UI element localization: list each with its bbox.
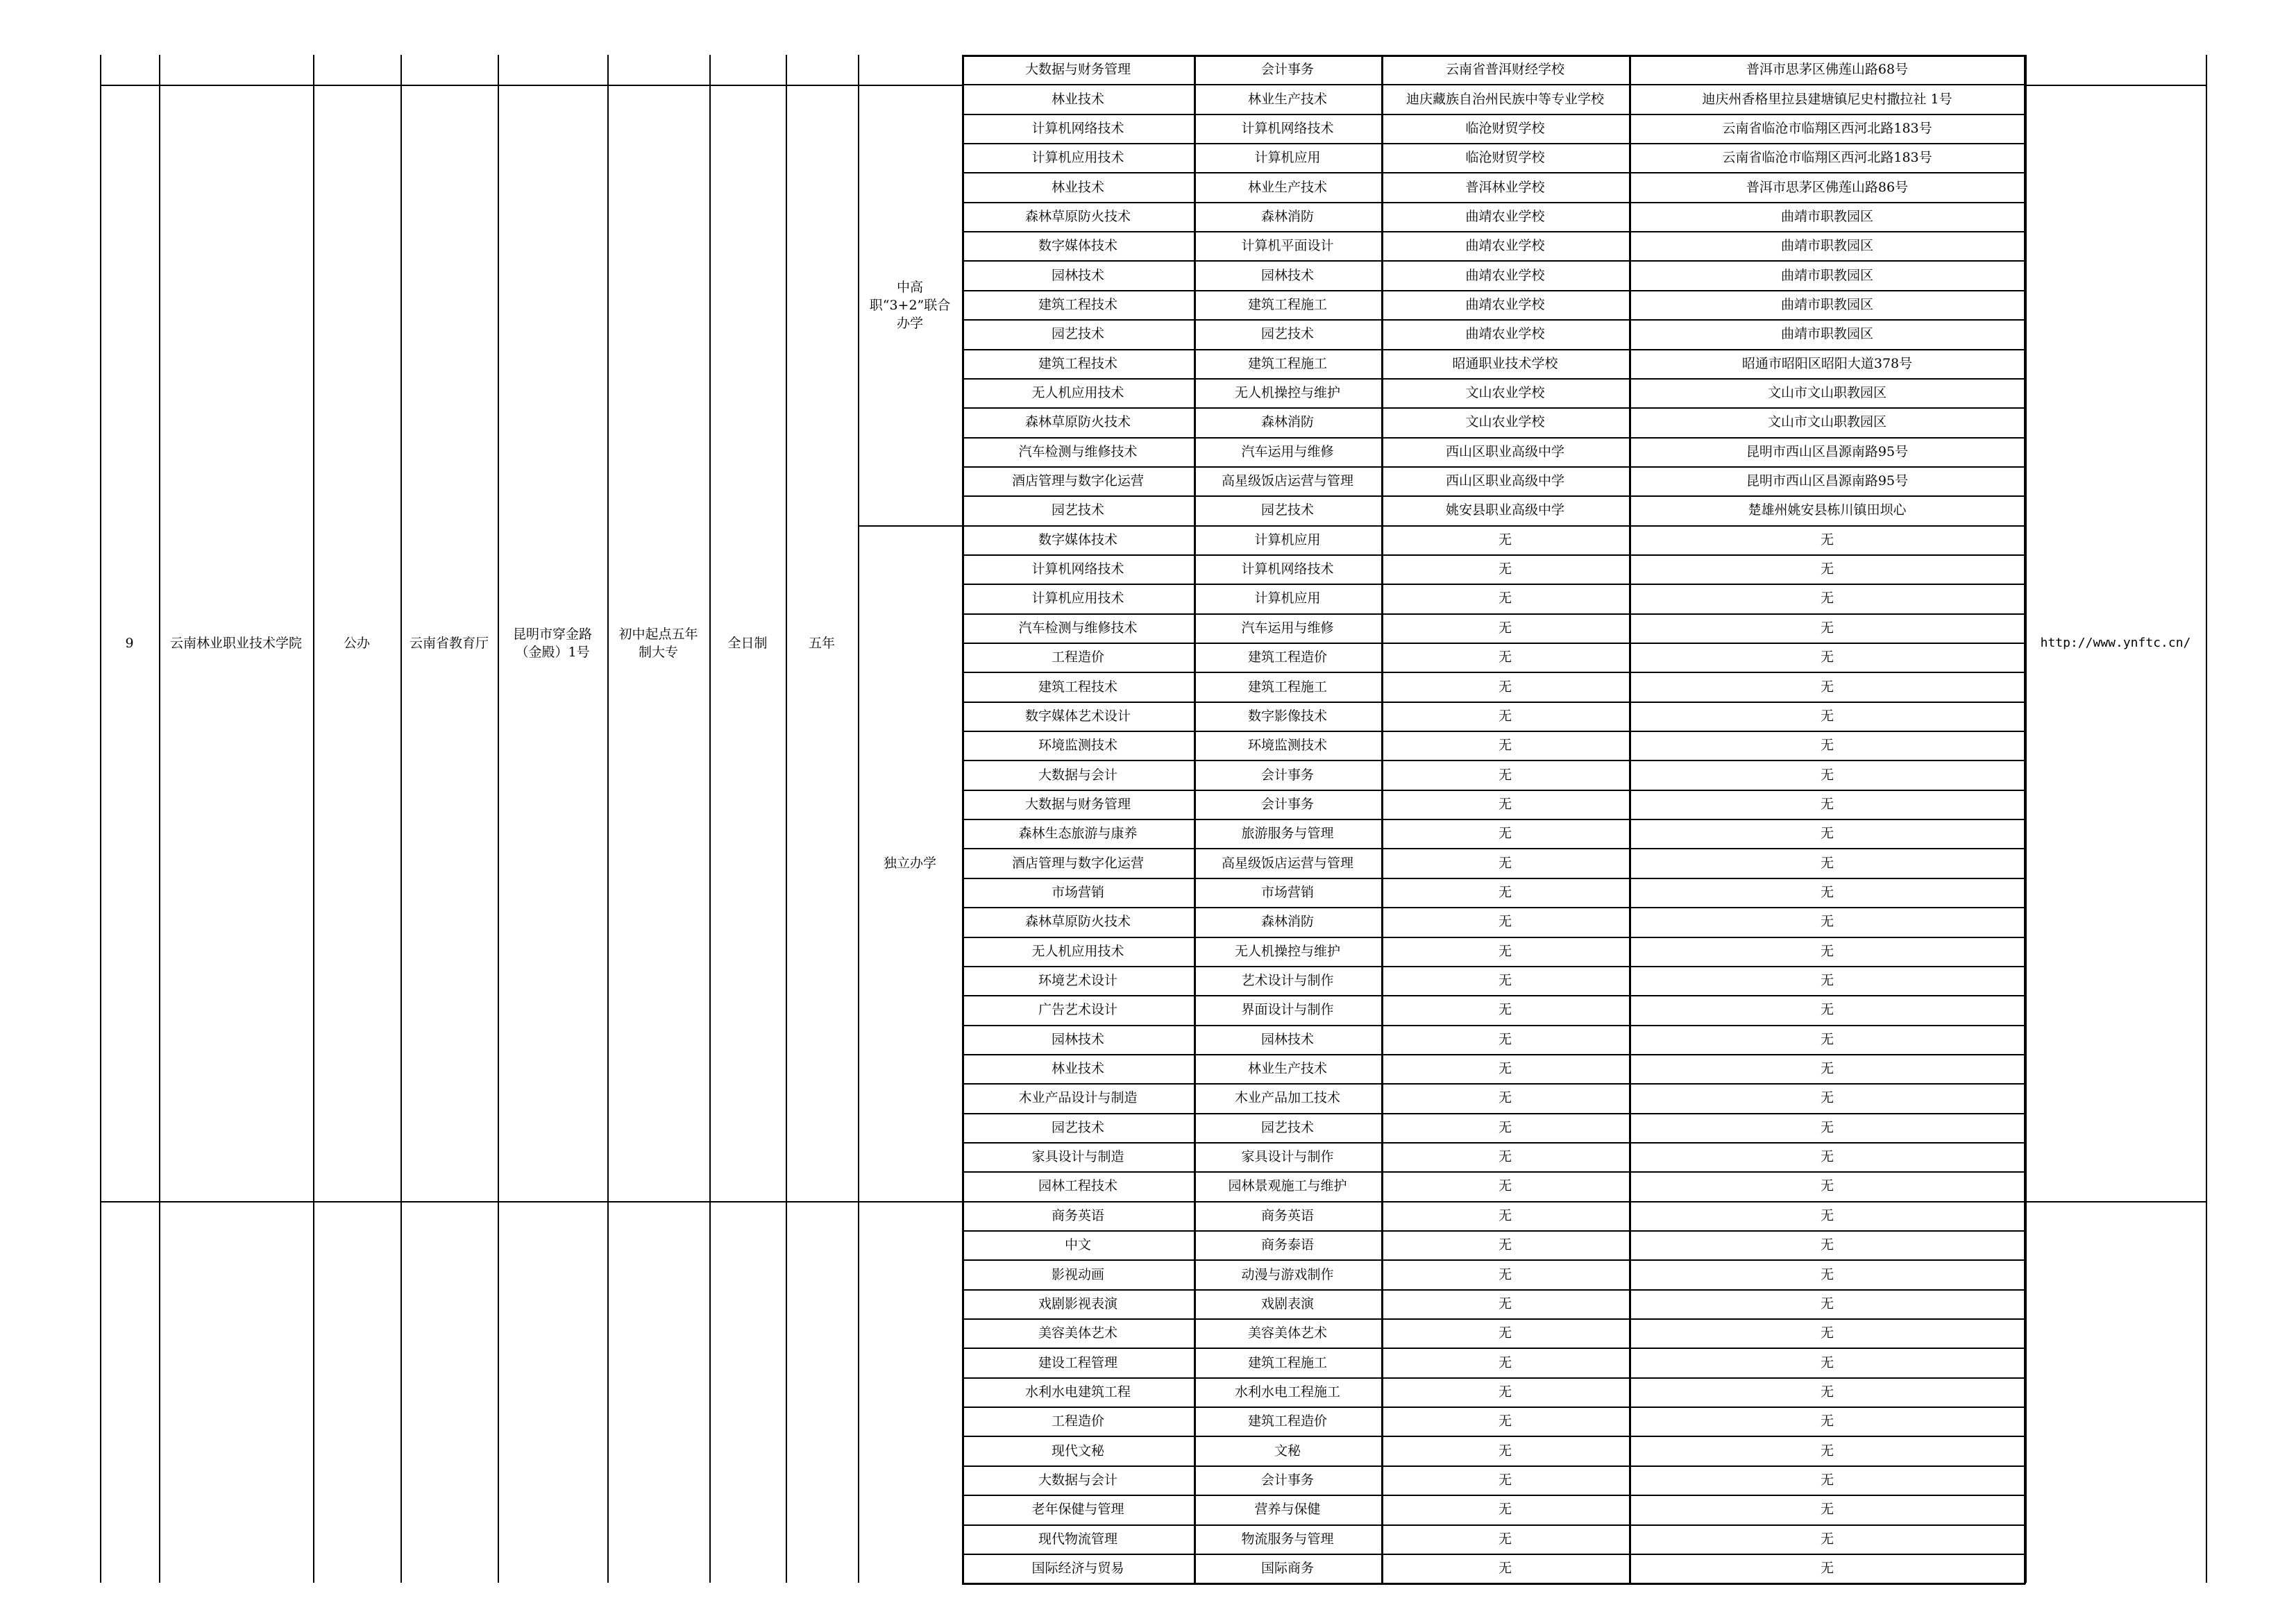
grid-line bbox=[962, 1083, 2025, 1085]
cell-major: 数字媒体技术 bbox=[1038, 532, 1117, 547]
cell-sec: 汽车运用与维修 bbox=[1241, 443, 1334, 459]
cell-sec: 园林景观施工与维护 bbox=[1228, 1178, 1347, 1194]
grid-line bbox=[962, 1583, 2025, 1585]
school-index: 9 bbox=[125, 635, 134, 651]
cell-partner: 昭通职业技术学校 bbox=[1452, 355, 1558, 371]
cell-addr: 曲靖市职教园区 bbox=[1780, 326, 1873, 342]
school-authority: 云南省教育厅 bbox=[409, 635, 489, 651]
cell-major: 现代物流管理 bbox=[1038, 1531, 1117, 1547]
cell-partner: 西山区职业高级中学 bbox=[1445, 443, 1564, 459]
grid-line bbox=[962, 995, 2025, 996]
grid-line bbox=[962, 1259, 2025, 1261]
school-address: 昆明市穿金路（金殿）1号 bbox=[512, 626, 592, 660]
grid-line bbox=[962, 1348, 2025, 1349]
cell-sec: 环境监测技术 bbox=[1247, 738, 1327, 754]
grid-line bbox=[607, 55, 609, 1583]
grid-line bbox=[962, 1524, 2025, 1526]
cell-partner: 文山农业学校 bbox=[1465, 385, 1545, 401]
cell-partner: 无 bbox=[1498, 1561, 1512, 1577]
cell-partner: 无 bbox=[1498, 1002, 1512, 1018]
cell-addr: 无 bbox=[1820, 1061, 1834, 1077]
grid-line bbox=[786, 55, 787, 1583]
cell-sec: 汽车运用与维修 bbox=[1241, 620, 1334, 636]
cell-major: 广告艺术设计 bbox=[1038, 1002, 1117, 1018]
cell-partner: 曲靖农业学校 bbox=[1465, 296, 1545, 312]
cell-sec: 界面设计与制作 bbox=[1241, 1002, 1334, 1018]
grid-line bbox=[858, 55, 859, 1583]
cell-major: 酒店管理与数字化运营 bbox=[1011, 855, 1144, 871]
group-joint: 中高职“3+2”联合办学 bbox=[869, 279, 951, 331]
cell-sec: 计算机网络技术 bbox=[1241, 561, 1334, 577]
cell-major: 国际经济与贸易 bbox=[1031, 1561, 1124, 1577]
cell-addr: 无 bbox=[1820, 532, 1834, 547]
cell-partner: 无 bbox=[1498, 532, 1512, 547]
cell-addr: 曲靖市职教园区 bbox=[1780, 208, 1873, 224]
grid-line bbox=[962, 937, 2025, 938]
grid-line bbox=[498, 55, 499, 1583]
cell-addr: 昆明市西山区昌源南路95号 bbox=[1746, 473, 1909, 489]
cell-sec: 林业生产技术 bbox=[1247, 91, 1327, 107]
cell-sec: 动漫与游戏制作 bbox=[1241, 1266, 1334, 1282]
grid-line bbox=[962, 1025, 2025, 1026]
cell-partner: 无 bbox=[1498, 1502, 1512, 1518]
cell-major: 商务英语 bbox=[1051, 1207, 1104, 1223]
cell-sec: 国际商务 bbox=[1260, 1561, 1314, 1577]
cell-major: 现代文秘 bbox=[1051, 1443, 1104, 1459]
cell-addr: 无 bbox=[1820, 914, 1834, 930]
cell-sec: 商务泰语 bbox=[1260, 1237, 1314, 1253]
cell-addr: 无 bbox=[1820, 1149, 1834, 1165]
cell-addr: 迪庆州香格里拉县建塘镇尼史村撒拉社 1号 bbox=[1702, 91, 1952, 107]
cell-sec: 商务英语 bbox=[1260, 1207, 1314, 1223]
cell-major: 园林技术 bbox=[1051, 1031, 1104, 1047]
grid-line bbox=[962, 790, 2025, 791]
grid-line bbox=[100, 85, 962, 86]
grid-line bbox=[962, 819, 2025, 820]
cell-sec: 建筑工程施工 bbox=[1247, 355, 1327, 371]
cell-addr: 无 bbox=[1820, 1531, 1834, 1547]
cell-partner: 无 bbox=[1498, 943, 1512, 959]
cell-addr: 无 bbox=[1820, 1266, 1834, 1282]
cell-partner: 曲靖农业学校 bbox=[1465, 267, 1545, 283]
cell-partner: 无 bbox=[1498, 973, 1512, 989]
grid-line bbox=[962, 319, 2025, 321]
cell-addr: 无 bbox=[1820, 1237, 1834, 1253]
cell-sec: 高星级饭店运营与管理 bbox=[1221, 855, 1353, 871]
cell-partner: 无 bbox=[1498, 561, 1512, 577]
grid-line bbox=[962, 1171, 2025, 1173]
cell-major: 环境艺术设计 bbox=[1038, 973, 1117, 989]
cell-partner: 西山区职业高级中学 bbox=[1445, 473, 1564, 489]
cell-sec: 市场营销 bbox=[1260, 884, 1314, 900]
cell-addr: 无 bbox=[1820, 1002, 1834, 1018]
school-form: 全日制 bbox=[727, 635, 768, 651]
cell-addr: 无 bbox=[1820, 855, 1834, 871]
cell-major: 园艺技术 bbox=[1051, 1119, 1104, 1135]
cell-addr: 无 bbox=[1820, 561, 1834, 577]
cell-addr: 普洱市思茅区佛莲山路68号 bbox=[1746, 62, 1909, 78]
grid-line bbox=[962, 1407, 2025, 1408]
cell-addr: 无 bbox=[1820, 1502, 1834, 1518]
cell-major: 无人机应用技术 bbox=[1031, 385, 1124, 401]
cell-addr: 无 bbox=[1820, 1443, 1834, 1459]
cell-major: 环境监测技术 bbox=[1038, 738, 1117, 754]
cell-major: 森林草原防火技术 bbox=[1024, 914, 1131, 930]
cell-major: 森林草原防火技术 bbox=[1024, 414, 1131, 430]
grid-line bbox=[2025, 85, 2206, 86]
cell-major: 大数据与会计 bbox=[1038, 767, 1117, 783]
grid-line bbox=[962, 143, 2025, 144]
cell-major: 汽车检测与维修技术 bbox=[1018, 443, 1138, 459]
cell-sec: 计算机应用 bbox=[1254, 590, 1321, 606]
cell-major: 美容美体艺术 bbox=[1038, 1325, 1117, 1341]
cell-major: 大数据与会计 bbox=[1038, 1472, 1117, 1488]
cell-major: 林业技术 bbox=[1051, 1061, 1104, 1077]
grid-line bbox=[962, 466, 2025, 468]
grid-line bbox=[962, 878, 2025, 879]
cell-sec: 建筑工程施工 bbox=[1247, 296, 1327, 312]
cell-partner: 无 bbox=[1498, 738, 1512, 754]
cell-major: 水利水电建筑工程 bbox=[1024, 1384, 1131, 1400]
cell-major: 市场营销 bbox=[1051, 884, 1104, 900]
cell-major: 建筑工程技术 bbox=[1038, 296, 1117, 312]
cell-partner: 无 bbox=[1498, 1295, 1512, 1311]
cell-addr: 无 bbox=[1820, 1207, 1834, 1223]
cell-partner: 曲靖农业学校 bbox=[1465, 326, 1545, 342]
cell-sec: 建筑工程造价 bbox=[1247, 649, 1327, 665]
cell-addr: 普洱市思茅区佛莲山路86号 bbox=[1746, 179, 1909, 195]
grid-line bbox=[962, 349, 2025, 350]
cell-addr: 无 bbox=[1820, 1413, 1834, 1429]
grid-line bbox=[962, 1289, 2025, 1291]
cell-major: 汽车检测与维修技术 bbox=[1018, 620, 1138, 636]
cell-sec: 计算机平面设计 bbox=[1241, 238, 1334, 254]
cell-major: 林业技术 bbox=[1051, 179, 1104, 195]
grid-line bbox=[962, 702, 2025, 703]
cell-partner: 无 bbox=[1498, 1531, 1512, 1547]
cell-major: 计算机网络技术 bbox=[1031, 120, 1124, 136]
cell-partner: 无 bbox=[1498, 649, 1512, 665]
cell-partner: 无 bbox=[1498, 1119, 1512, 1135]
cell-partner: 临沧财贸学校 bbox=[1465, 120, 1545, 136]
cell-major: 大数据与财务管理 bbox=[1024, 62, 1131, 78]
grid-line bbox=[159, 55, 160, 1583]
cell-sec: 无人机操控与维护 bbox=[1234, 385, 1340, 401]
cell-partner: 无 bbox=[1498, 767, 1512, 783]
cell-major: 工程造价 bbox=[1051, 1413, 1104, 1429]
grid-line bbox=[962, 1201, 2025, 1203]
cell-major: 数字媒体艺术设计 bbox=[1024, 708, 1131, 724]
cell-partner: 无 bbox=[1498, 1090, 1512, 1106]
cell-partner: 曲靖农业学校 bbox=[1465, 208, 1545, 224]
cell-major: 计算机网络技术 bbox=[1031, 561, 1124, 577]
grid-line bbox=[962, 202, 2025, 203]
grid-line bbox=[962, 55, 2025, 57]
cell-addr: 无 bbox=[1820, 649, 1834, 665]
cell-major: 园艺技术 bbox=[1051, 326, 1104, 342]
cell-sec: 建筑工程施工 bbox=[1247, 1354, 1327, 1370]
grid-line bbox=[313, 55, 314, 1583]
cell-major: 园林技术 bbox=[1051, 267, 1104, 283]
cell-major: 林业技术 bbox=[1051, 91, 1104, 107]
cell-partner: 无 bbox=[1498, 1443, 1512, 1459]
cell-partner: 无 bbox=[1498, 1413, 1512, 1429]
cell-sec: 园艺技术 bbox=[1260, 502, 1314, 518]
cell-addr: 无 bbox=[1820, 826, 1834, 842]
cell-major: 影视动画 bbox=[1051, 1266, 1104, 1282]
grid-line bbox=[962, 525, 2025, 527]
grid-line bbox=[858, 525, 962, 527]
cell-partner: 无 bbox=[1498, 1472, 1512, 1488]
cell-partner: 无 bbox=[1498, 826, 1512, 842]
school-website[interactable]: http://www.ynftc.cn/ bbox=[2040, 635, 2191, 650]
cell-sec: 会计事务 bbox=[1260, 796, 1314, 812]
cell-partner: 无 bbox=[1498, 1354, 1512, 1370]
cell-partner: 无 bbox=[1498, 914, 1512, 930]
grid-line bbox=[962, 554, 2025, 556]
cell-addr: 无 bbox=[1820, 590, 1834, 606]
cell-addr: 文山市文山职教园区 bbox=[1767, 414, 1886, 430]
cell-sec: 木业产品加工技术 bbox=[1234, 1090, 1340, 1106]
cell-partner: 迪庆藏族自治州民族中等专业学校 bbox=[1406, 91, 1604, 107]
cell-addr: 曲靖市职教园区 bbox=[1780, 267, 1873, 283]
cell-addr: 无 bbox=[1820, 1178, 1834, 1194]
cell-sec: 森林消防 bbox=[1260, 914, 1314, 930]
grid-line bbox=[962, 231, 2025, 232]
group-independent: 独立办学 bbox=[883, 856, 936, 871]
cell-major: 木业产品设计与制造 bbox=[1018, 1090, 1138, 1106]
grid-line bbox=[962, 437, 2025, 439]
cell-major: 工程造价 bbox=[1051, 649, 1104, 665]
grid-line bbox=[962, 760, 2025, 761]
grid-line bbox=[2025, 1201, 2206, 1203]
cell-addr: 无 bbox=[1820, 884, 1834, 900]
grid-line bbox=[100, 1201, 962, 1203]
cell-sec: 会计事务 bbox=[1260, 767, 1314, 783]
school-type: 公办 bbox=[343, 635, 370, 651]
cell-major: 老年保健与管理 bbox=[1031, 1502, 1124, 1518]
school-name: 云南林业职业技术学院 bbox=[169, 635, 302, 651]
cell-major: 大数据与财务管理 bbox=[1024, 796, 1131, 812]
cell-sec: 艺术设计与制作 bbox=[1241, 973, 1334, 989]
cell-major: 无人机应用技术 bbox=[1031, 943, 1124, 959]
cell-sec: 会计事务 bbox=[1260, 62, 1314, 78]
school-duration: 五年 bbox=[808, 635, 835, 651]
grid-line bbox=[962, 731, 2025, 732]
cell-partner: 无 bbox=[1498, 1031, 1512, 1047]
cell-addr: 无 bbox=[1820, 620, 1834, 636]
cell-addr: 无 bbox=[1820, 1354, 1834, 1370]
cell-partner: 姚安县职业高级中学 bbox=[1445, 502, 1564, 518]
grid-line bbox=[962, 495, 2025, 497]
cell-sec: 计算机应用 bbox=[1254, 532, 1321, 547]
grid-line bbox=[962, 643, 2025, 644]
cell-partner: 云南省普洱财经学校 bbox=[1445, 62, 1564, 78]
cell-addr: 无 bbox=[1820, 973, 1834, 989]
cell-major: 森林生态旅游与康养 bbox=[1018, 826, 1138, 842]
cell-sec: 数字影像技术 bbox=[1247, 708, 1327, 724]
grid-line bbox=[962, 1377, 2025, 1379]
cell-major: 建设工程管理 bbox=[1038, 1354, 1117, 1370]
cell-partner: 无 bbox=[1498, 1149, 1512, 1165]
cell-addr: 文山市文山职教园区 bbox=[1767, 385, 1886, 401]
cell-addr: 曲靖市职教园区 bbox=[1780, 238, 1873, 254]
cell-sec: 高星级饭店运营与管理 bbox=[1221, 473, 1353, 489]
grid-line bbox=[962, 613, 2025, 615]
cell-partner: 无 bbox=[1498, 1325, 1512, 1341]
cell-partner: 无 bbox=[1498, 1266, 1512, 1282]
school-level: 初中起点五年制大专 bbox=[618, 626, 698, 660]
cell-addr: 云南省临沧市临翔区西河北路183号 bbox=[1722, 120, 1932, 136]
grid-line bbox=[962, 1054, 2025, 1055]
grid-line bbox=[962, 407, 2025, 409]
cell-partner: 无 bbox=[1498, 1237, 1512, 1253]
cell-sec: 园艺技术 bbox=[1260, 326, 1314, 342]
cell-sec: 建筑工程施工 bbox=[1247, 679, 1327, 695]
grid-line bbox=[962, 1495, 2025, 1496]
cell-addr: 无 bbox=[1820, 738, 1834, 754]
grid-line bbox=[962, 1230, 2025, 1232]
cell-major: 酒店管理与数字化运营 bbox=[1011, 473, 1144, 489]
grid-line bbox=[709, 55, 711, 1583]
grid-line bbox=[962, 1436, 2025, 1437]
cell-addr: 云南省临沧市临翔区西河北路183号 bbox=[1722, 150, 1932, 166]
cell-partner: 普洱林业学校 bbox=[1465, 179, 1545, 195]
grid-line bbox=[962, 907, 2025, 908]
cell-major: 中文 bbox=[1064, 1237, 1091, 1253]
cell-addr: 曲靖市职教园区 bbox=[1780, 296, 1873, 312]
grid-line bbox=[2206, 55, 2207, 1583]
grid-line bbox=[962, 1318, 2025, 1320]
cell-partner: 无 bbox=[1498, 620, 1512, 636]
cell-addr: 昆明市西山区昌源南路95号 bbox=[1746, 443, 1909, 459]
cell-partner: 无 bbox=[1498, 884, 1512, 900]
cell-addr: 无 bbox=[1820, 1090, 1834, 1106]
grid-line bbox=[962, 966, 2025, 967]
grid-line bbox=[962, 1465, 2025, 1467]
cell-addr: 无 bbox=[1820, 1325, 1834, 1341]
cell-major: 森林草原防火技术 bbox=[1024, 208, 1131, 224]
cell-major: 园艺技术 bbox=[1051, 502, 1104, 518]
grid-line bbox=[962, 848, 2025, 849]
cell-partner: 无 bbox=[1498, 708, 1512, 724]
grid-line bbox=[962, 672, 2025, 673]
cell-sec: 美容美体艺术 bbox=[1247, 1325, 1327, 1341]
cell-addr: 无 bbox=[1820, 767, 1834, 783]
cell-addr: 无 bbox=[1820, 1119, 1834, 1135]
grid-line bbox=[962, 260, 2025, 262]
cell-partner: 无 bbox=[1498, 1207, 1512, 1223]
cell-sec: 建筑工程造价 bbox=[1247, 1413, 1327, 1429]
cell-major: 计算机应用技术 bbox=[1031, 590, 1124, 606]
cell-sec: 水利水电工程施工 bbox=[1234, 1384, 1340, 1400]
cell-partner: 无 bbox=[1498, 796, 1512, 812]
grid-line bbox=[100, 55, 101, 1583]
cell-major: 建筑工程技术 bbox=[1038, 355, 1117, 371]
grid-line bbox=[962, 172, 2025, 173]
cell-sec: 无人机操控与维护 bbox=[1234, 943, 1340, 959]
cell-addr: 无 bbox=[1820, 1031, 1834, 1047]
cell-addr: 无 bbox=[1820, 1472, 1834, 1488]
cell-addr: 无 bbox=[1820, 1295, 1834, 1311]
cell-addr: 无 bbox=[1820, 1561, 1834, 1577]
cell-partner: 曲靖农业学校 bbox=[1465, 238, 1545, 254]
cell-sec: 文秘 bbox=[1274, 1443, 1301, 1459]
cell-addr: 无 bbox=[1820, 679, 1834, 695]
cell-partner: 无 bbox=[1498, 590, 1512, 606]
cell-sec: 森林消防 bbox=[1260, 414, 1314, 430]
cell-major: 园林工程技术 bbox=[1038, 1178, 1117, 1194]
cell-partner: 无 bbox=[1498, 679, 1512, 695]
grid-line bbox=[400, 55, 402, 1583]
cell-sec: 营养与保健 bbox=[1254, 1502, 1321, 1518]
cell-partner: 无 bbox=[1498, 1384, 1512, 1400]
cell-sec: 园林技术 bbox=[1260, 267, 1314, 283]
grid-line bbox=[962, 378, 2025, 380]
cell-addr: 无 bbox=[1820, 708, 1834, 724]
grid-line bbox=[962, 584, 2025, 585]
cell-sec: 林业生产技术 bbox=[1247, 1061, 1327, 1077]
cell-partner: 无 bbox=[1498, 855, 1512, 871]
cell-partner: 临沧财贸学校 bbox=[1465, 150, 1545, 166]
grid-line bbox=[962, 1142, 2025, 1144]
cell-major: 家具设计与制造 bbox=[1031, 1149, 1124, 1165]
cell-sec: 林业生产技术 bbox=[1247, 179, 1327, 195]
cell-partner: 无 bbox=[1498, 1061, 1512, 1077]
cell-major: 建筑工程技术 bbox=[1038, 679, 1117, 695]
cell-sec: 园艺技术 bbox=[1260, 1119, 1314, 1135]
cell-sec: 旅游服务与管理 bbox=[1241, 826, 1334, 842]
cell-addr: 无 bbox=[1820, 943, 1834, 959]
cell-sec: 计算机应用 bbox=[1254, 150, 1321, 166]
grid-line bbox=[962, 84, 2025, 85]
cell-sec: 森林消防 bbox=[1260, 208, 1314, 224]
cell-addr: 楚雄州姚安县栋川镇田坝心 bbox=[1748, 502, 1907, 518]
cell-sec: 物流服务与管理 bbox=[1241, 1531, 1334, 1547]
cell-sec: 戏剧表演 bbox=[1260, 1295, 1314, 1311]
cell-sec: 会计事务 bbox=[1260, 1472, 1314, 1488]
grid-line bbox=[962, 1554, 2025, 1555]
cell-major: 计算机应用技术 bbox=[1031, 150, 1124, 166]
cell-major: 数字媒体技术 bbox=[1038, 238, 1117, 254]
grid-line bbox=[962, 1113, 2025, 1114]
cell-major: 戏剧影视表演 bbox=[1038, 1295, 1117, 1311]
cell-partner: 文山农业学校 bbox=[1465, 414, 1545, 430]
cell-addr: 昭通市昭阳区昭阳大道378号 bbox=[1741, 355, 1913, 371]
cell-partner: 无 bbox=[1498, 1178, 1512, 1194]
cell-sec: 园林技术 bbox=[1260, 1031, 1314, 1047]
cell-addr: 无 bbox=[1820, 796, 1834, 812]
cell-addr: 无 bbox=[1820, 1384, 1834, 1400]
cell-sec: 家具设计与制作 bbox=[1241, 1149, 1334, 1165]
grid-line bbox=[962, 290, 2025, 291]
grid-line bbox=[962, 114, 2025, 115]
cell-sec: 计算机网络技术 bbox=[1241, 120, 1334, 136]
